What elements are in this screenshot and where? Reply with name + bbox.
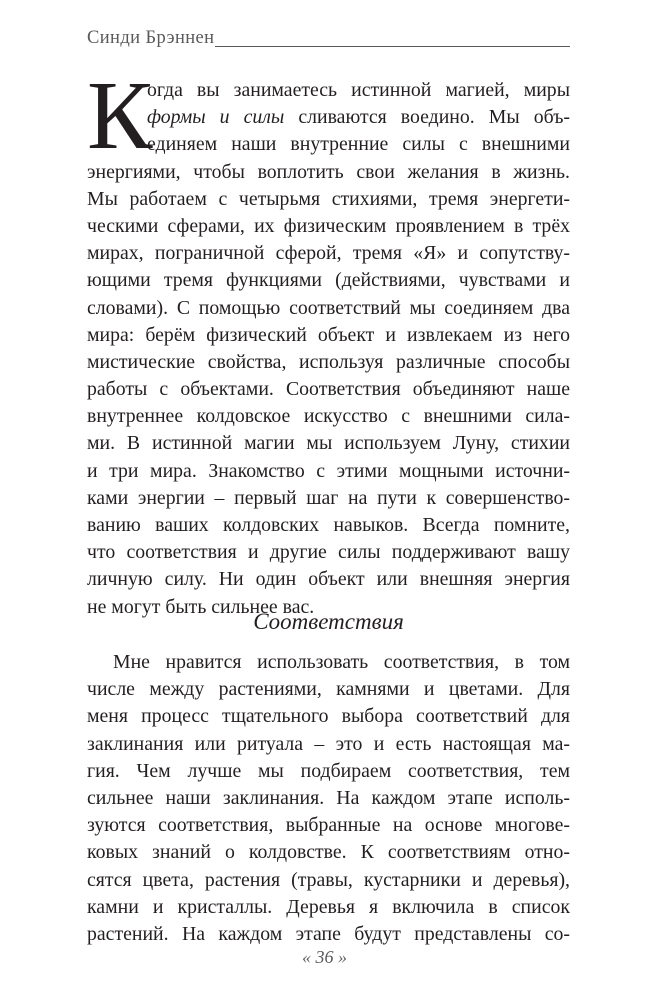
opening-paragraph xyxy=(87,62,570,621)
paragraph-line: зуются соответствия, выбранные на основе многове- xyxy=(87,814,570,837)
paragraph-line: внутреннее колдовское искусство с внешними сила- xyxy=(87,405,570,428)
paragraph-line: огда вы занимаетесь истинной магией, миры xyxy=(147,79,570,101)
paragraph-line: личную силу. Ни один объект или внешняя энергия xyxy=(87,568,570,591)
paragraph-line: числе между растениями, камнями и цветами. Для xyxy=(87,678,570,701)
paragraph-line: ческими сферами, их физическим проявлением в трёх xyxy=(87,214,570,237)
text-run: сливаются воедино. Мы объ- xyxy=(284,106,570,129)
header-rule xyxy=(215,46,570,47)
paragraph-line: мистические свойства, используя различные способы xyxy=(87,350,570,373)
paragraph-line: мирах, пограничной сферой, тремя «Я» и сопутству- xyxy=(87,242,570,265)
paragraph-line: работы с объектами. Соответствия объединяют наше xyxy=(87,378,570,401)
paragraph-line: энергиями, чтобы воплотить свои желания в жизнь. xyxy=(87,160,570,183)
paragraph-line: единяем наши внутренние силы с внешними xyxy=(147,133,570,156)
paragraph-line: камни и кристаллы. Деревья я включила в список xyxy=(87,895,570,918)
paragraph-line: сятся цвета, растения (травы, кустарники и деревья), xyxy=(87,868,570,891)
paragraph-line: ми. В истинной магии мы используем Луну, стихии xyxy=(87,432,570,455)
paragraph-line: ками энергии – первый шаг на пути к совершенство- xyxy=(87,486,570,509)
paragraph-line: и три мира. Знакомство с этими мощными источни- xyxy=(87,459,570,482)
paragraph-line: растений. На каждом этапе будут представлены со- xyxy=(87,922,570,945)
paragraph-line: ванию ваших колдовских навыков. Всегда помните, xyxy=(87,514,570,536)
paragraph-line: Мы работаем с четырьмя стихиями, тремя энергети- xyxy=(87,187,570,210)
paragraph-line: сильнее наши заклинания. На каждом этапе исполь- xyxy=(87,786,570,809)
paragraph-line: не могут быть сильнее вас. xyxy=(87,595,315,618)
paragraph-line: словами). С помощью соответствий мы соединяем два xyxy=(87,296,570,319)
page-number: « 36 » xyxy=(302,947,347,967)
section-paragraph xyxy=(87,649,570,948)
drop-cap: К xyxy=(87,62,153,170)
paragraph-line: мира: берём физический объект и извлекаем из него xyxy=(87,323,570,346)
paragraph-line: ковых знаний о колдовстве. К соответствиям отно- xyxy=(87,841,570,864)
paragraph-line xyxy=(87,104,570,131)
running-header-author: Синди Брэннен xyxy=(87,28,215,48)
running-header xyxy=(87,24,570,52)
paragraph-line: меня процесс тщательного выбора соответствий для xyxy=(87,705,570,728)
italic-phrase: формы и силы xyxy=(147,106,285,129)
paragraph-line: заклинания или ритуала – это и есть настоящая ма- xyxy=(87,732,570,755)
section-heading: Соответствия xyxy=(253,609,404,634)
paragraph-line: гия. Чем лучше мы подбираем соответствия, тем xyxy=(87,759,570,782)
paragraph-line: Мне нравится использовать соответствия, в том xyxy=(113,651,570,673)
paragraph-line: ющими тремя функциями (действиями, чувствами и xyxy=(87,269,570,292)
paragraph-line: что соответствия и другие силы поддерживают вашу xyxy=(87,541,570,564)
